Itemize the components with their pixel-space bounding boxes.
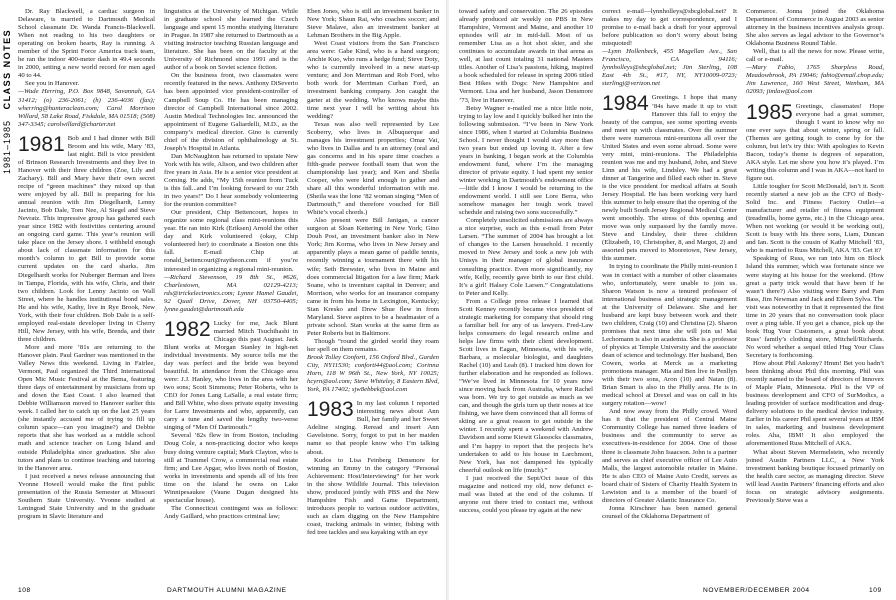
right-column-1	[459, 8, 593, 573]
paragraph: Texas was also well represented by Lee Scoberry, who lives in Albuquerque and manages his investment properties; Omar Vai, who lives in Dallas and is an attorney (oral and gas concerns and in his spare time coaches a fifth-grade peewee football team that won the championship last year); and Ken and Sheila Cooper, who were kind enough to gather and share all this wonderful information with me. (Sheila was the lone ’82 woman singing “Men of Dartmouth,” and therefore vouched for Bill White’s vocal chords.)	[307, 120, 439, 217]
paragraph: Dr. Ray Blackwell, a cardiac surgeon in Delaware, is married to Dartmouth Medical School classmate Dr. Wanda Francis-Blackwell. When not reading to his two daughters or operating on broken hearts, Ray is running. A member of the Sprint Force America track team, he ran the indoor 400-meter dash in 49.4 seconds in 2000, setting a new world record for men aged 40 to 44.	[18, 8, 155, 80]
sidebar-years: 1981–1985	[2, 119, 12, 175]
paragraph: In my last column I reported interesting news about Ann Bull, her family and her Sweet Adeline singing. Reread and insert Ann Gavelstone. Sorry, forgot to put in her maiden name so that people know who I’m talking about.	[307, 400, 439, 456]
right-column-3	[746, 8, 884, 573]
paragraph: Little tougher for Scott McDonald, isn’t it. Scott recently started a new job as the CFO of Body-Solid Inc. and Fitness Factory Outlet—a manufacturer and retailer of fitness equipment (treadmills, home gyms, etc.) in the Chicago area. When not working (or would it be working out), Scott is busy with his three sons, Liam, Duncan and Ian. Scott is the cousin of Kathy Mitchell ’83, who is married to Russ Mitchell, AKA ’83. Get it?	[746, 182, 884, 255]
paragraph: Kudos to Lisa Feinberg Densmore for winning an Emmy in the category “Personal Achievement: Host/Interviewing” for her work in the show Wildlife Journal. This television show, produced jointly with PBS and the New Hampshire Fish and Game Department, introduces people to various outdoor activities, such as clam digging on the New Hampshire coast, tracking animals in winter, fishing with fed tree tackles and sea kayaking with an eye	[307, 456, 439, 536]
paragraph: Lucky for me, Jack Blunt married Mitch Tsuchihashi in Chicago this past August. Jack Blunt works at Morgan Stanley in high-net individual investments. My source tells me the day was perfect and the bride was beyond beautiful. In attendance from the Chicago area were: J.J. Hanley, who lives in the area with her two sons; Scott Simmons; Peter Roberts, who is CEO for Jones Lang LaSalle, a real estate firm; and Bill White, who does private equity investing for Larre Investments and who, apparently, can carry a tune and saved the lengthy two-verse singing of “Men Of Dartmouth.”	[164, 319, 298, 432]
class-secretary-contact: —Wade Herring, P.O. Box 9848, Savannah, GA 31412; (o) 236-2061; (h) 236-4036 (fax); wherring@hunteraclean.com; Carol Morrison Willard, 58 Lake Road, Fiskdale, MA 01518; (508) 347-3345; carolwillard@charter.net	[18, 88, 155, 128]
magazine-title-footer: DARTMOUTH ALUMNI MAGAZINE	[167, 587, 287, 594]
class-year-section-1982	[164, 317, 298, 433]
class-year-section-1983	[307, 400, 439, 456]
right-column-2	[602, 8, 737, 573]
paragraph: linguistics at the University of Michigan. While in graduate school she learned the Czech language and spent 15 months studying literature in Prague. In 1987 she returned to Dartmouth as a visiting instructor teaching Russian language and literature. She has been on the faculty at the University of Richmond since 1991 and is the author of a book on Soviet science fiction.	[164, 8, 298, 72]
paragraph: Also present were Bill Janigan, a cancer surgeon at Sloan Kettering in New York; Gino Douh Post, an investment banker also in New York; Jim Korma, who lives in New Jersey and apparently plays a mean game of paddle tennis, recently winning a tournament there with his wife; Seth Brewster, who lives in Maine and does commercial litigation for a law firm; Mark Soane, who is inventure capital in Denver; and Morrison, who works for an insurance company came in from his home in Lexington, Kentucky; Stan Kresko and Drew Shue flew in from Maryland. Steve aspires to be a headmaster of a private school. Stan works at the same firm as Peter Roberts but in Baltimore.	[307, 217, 439, 337]
paragraph: correct e-mail—lynnholleys@sbcglobal.net? It makes my day to get correspondence, and I promise to e-mail back a draft for your approval before publication so don’t worry about being misquoted!	[602, 8, 737, 48]
paragraph: And now away from the Philly crowd. Word has it that the president of Central Maine Community College has named three leaders of business and the community to serve as executives-in-residence for 2004. One of those three is classmate John Isaacson. John is a partner and serves as chief executive officer of Lee Auto Malls, the largest automobile retailer in Maine. He is also CEO of Maine Auto Credit, serves as board chair of Sisters of Charity Health System in Lewiston and is a member of the board of directors of Greater Atlantic Insurance Co.	[602, 408, 737, 504]
paragraph: On the business front, two classmates were recently featured in the news. Anthony DiSeverio has been appointed vice president-controller of Campbell Soup Co. He has been managing director of Campbell International since 2002. Austin Medical Technologies Inc. announced the appointment of Eugene Galiardelli, M.D., as the company’s medical director. Gino is currently chief of the division of ophthalmology at St. Joseph’s Hospital in Atlanta.	[164, 72, 298, 152]
paragraph: How about Phil Ankony? Hmm! Bet you hadn’t been thinking about Phil this morning. Phil was recently named to the board of directors of Innovex of Maple Plain, Minnesota. Phil is the VP of business development and CFO of SurModics, a leading provider of surface modification and drug-delivery solutions to the medical device industry. Earlier in his career Phil spent several years at IBM in sales, marketing and business development roles. Aha, IBM! It also employed the aforementioned Russ Mitchell of AKA.	[746, 360, 884, 448]
paragraph: Dan McNaughton has returned to upstate New York with his wife, Alison, and two children after five years in Asia. He is a senior vice president at Corning. He adds, “My 15th reunion from Tuck is this fall...and I’m looking forward to our 25th in two years!” Do I hear somebody volunteering for the reunion committee?	[164, 152, 298, 209]
paragraph: The Connecticut contingent was as follows: Andy Gaillard, who practices criminal law;	[164, 504, 298, 520]
issue-date-footer: NOVEMBER/DECEMBER 2004	[703, 587, 810, 594]
class-year-section-1985	[746, 100, 884, 183]
paragraph: Completely unsolicited submissions are always a nice surprise, such as this e-mail from Peter Larsen. “The summer of 2004 has brought a lot of changes to the Larsen household. I recently moved to New Jersey and took a new job with Unisys in their manager of global insurance consulting practice. Even more significantly, my wife, Kelly, recently gave birth to our first child. It’s a girl! Halsey Cole Larsen.” Congratulations to Peter and Kelly.	[459, 217, 593, 297]
class-year-section-1981	[18, 132, 155, 344]
paragraph: Well, that is all the news for now. Please write, call or e-mail.	[746, 48, 884, 64]
paragraph: Though “round the girded world they roam her spell on them remains.	[307, 337, 439, 353]
paragraph: I just received the Sept/Oct issue of this magazine and noticed my old, now defunct e-mail was listed at the end of the column. If anyone out there tried to contact me, without success, could you please try again at the new	[459, 474, 593, 514]
paragraph: See you in Hanover.	[25, 80, 80, 88]
page-number: 109	[869, 587, 882, 594]
paragraph: Our president, Chip Bettencourt, hopes to organize some regional class mini-reunions this year. He ran into Kirk (Eriksen) Arnold the other day and Kirk volunteered (okay, Chip volunteered her) to coordinate a Boston one this fall. E-mail Chip at ronald_bettencourt@raytheon.com if you’re interested in organizing a regional mini-reunion.	[164, 209, 298, 273]
paragraph: From a College press release I learned that Scott Kenney recently became vice president of strategic marketing for company that should ring a familiar bell for any of us lawyers. Fred-Law helps consumers do legal research online and helps law firms with their client development. Scott lives in Eagan, Minnesota, with his wife, Barbara, a molecular biologist, and daughters Rachel (10) and Leah (8). I tracked him down for further elaboration and he responded as follows. “We’ve lived in Minnesota for 10 years now since moving back from Australia, where Rachel was born. We try to get outside as much as we can, and though the girls turn up their noses at ice fishing, we have them convinced that all forms of skiing are a great reason to get outside in the winter. I recently spent a weekend with Andrew Davidson and some Kiewit Glassocks classmates, and I’m happy to report that the projects he’s undertaken to add to his house in Larchmont, New York, has not dampened his typically cheerful outlook on life (much).”	[459, 297, 593, 474]
paragraph: Eben Jones, who is still an investment banker in New York; Shaun Rai, who coaches soccer; and Steve Malave, also an investment banker at Lehman Brothers in the Big Apple.	[307, 8, 439, 40]
left-column-3	[307, 8, 439, 573]
paragraph: More and more ’81s are returning to the Hanover plain. Paul Gardner was mentioned in the Valley News this weekend. Living in Fairlee, Vermont, Paul organized the Third International Open Mic Music Festival at the Bema, featuring three days of entertainment by musicians from up and down the East Coast. I also learned that Debbie Williamson moved to Hanover earlier this week. I called her to catch up on the last 25 years (she instantly accused me of trying to fill up column space—can you imagine?) and Debbie reports that she has worked as a middle school math and science teacher on Long Island and outside Philadelphia since graduation. She also tutors and plans to continue teaching and tutoring in the Hanover area.	[18, 343, 155, 472]
left-column-1	[18, 8, 155, 573]
paragraph: Several ’82s flew in from Boston, including Doug Cole, a non-practicing doctor who keeps busy doing venture capital; Mark Clayton, who is still at Trammel Crow, a commercial real estate firm; and Lee Apgar, who lives north of Boston, works in investments and spends all of his free time on the island he owns on Lake Winnipesaukee (Vaune Dugan designed his spectacular house).	[164, 432, 298, 504]
class-secretary-contact: —Richard Stevenson, 19 8th St., #626, Charlestown, MA 02129-4213; rds@trickelectronics.com; Lynne Hamel Gaudet, 92 Quail Drive, Dover, NH 03750-4405; lynne.gaudet@dartmouth.edu	[164, 273, 298, 313]
class-year-heading: 1982	[164, 317, 211, 341]
paragraph: Greetings, classmates! Hope everyone had a great summer, though I want to know why no one ever says that about winter, spring or fall. (Themes are getting tough to come by for the column, but let’s try this: With apologies to Kevin Bacon, today’s theme is degrees of separation, AKA style. Let me show you how it’s played. I’m writing this column and I was in AKA—not hard to figure out.	[746, 102, 884, 182]
sidebar-title: CLASS NOTES	[2, 28, 12, 110]
paragraph: Betsy Wagner e-mailed me a nice little note, trying to lay low and I quickly bulked her into the following submission. “I’ve been in New York since 1986, when I started at Columbia Business School. I never thought I would stay more than two years but ended up loving it. After a few years in banking, I began work at the Columbia endowment fund, where I’m the managing director of private equity. I had spent my senior winter working in Dartmouth’s endowment office—little did I know I would be returning to the endowment world. I still see Lore Berra, who somehow manages her tough work travel schedule and raising two sons successfully.”	[459, 104, 593, 217]
right-page	[449, 0, 896, 600]
paragraph: I just received a news release announcing that Yvonne Howell would make the first public presentation of the Russia Semester at Missouri Southern State University. Yvonne studied at Leningrad State University and in the graduate program in Slavic literature and	[18, 472, 155, 520]
left-page	[0, 0, 447, 600]
class-secretary-contact: —Mary Fabio, 1765 Sharpless Road, Meadowbrook, PA 19046; fabio@email.chop.edu; Jim Lawrence, 160 West Street, Wenham, MA 02093; jimlaw@aol.com	[746, 64, 884, 96]
paragraph: Speaking of Russ, we ran into him on Block Island this summer, which was fortunate since we were staying at his house for the weekend. (How great a party trick would that have been if he wasn’t there?) Also visiting were Barry and Pam Bass, Jim Newman and Jack and Eileen Sylva. The visit was noteworthy in that it represented the first time in 20 years that no conversation took place over a ping table. If you get a chance, pick up the book Hug Your Customers, a great book about Russ’ family’s clothing store, Mitchell/Richards. No word whether a sequel titled Hug Your Class Secretary is forthcoming.	[746, 255, 884, 359]
paragraph: toward safety and conservation. The 26 episodes already produced air weekly on PBS in New Hampshire, Vermont and Maine, and another 10 episodes will air in mid-fall. Most of us remember Lisa as a hot shot skier, and she continues to accumulate awards in that arena as well, at last count totaling 31 national Masters titles. Another of Lisa’s passions, hiking, inspired a book scheduled for release in spring 2006 titled Best Hikes with Dogs: New Hampshire and Vermont. Lisa and her husband, Jason Densmore ’73, live in Hanover.	[459, 8, 593, 104]
class-secretary-contact: Brook Tolley Conforti, 156 Oxford Blvd., Garden City, NY11530; conforti44@aol.com; Corinna Horn, 118 W 96th St., New York, NY 10025; hcyrn@aol.com; Steve Whiteley, 8 Eastern Blvd, York, PA 17402; sjw8ebbek@aol.com	[307, 354, 439, 394]
paragraph: Jonna Kirschner has been named general counsel of the Oklahoma Department of	[602, 504, 737, 520]
class-secretary-contact: —Lynn Hollenbeck, 455 Magellan Ave., San Francisco, CA 94116; lynnholleys@sbcglobal.net; Jim Sterling, 108 East 4th St., #17, NY, NY10009-0723; sterlingj@verizon.net	[602, 48, 737, 88]
paragraph: What about Steven Mermelstein, who recently joined Austin Partners LLC, a New York investment banking boutique focused primarily on the health care sector, as managing director. Steve will lead Austin Partners’ financing efforts and also focus on strategic advisory assignments. Previously Steve was a	[746, 448, 884, 504]
class-year-heading: 1984	[602, 92, 649, 116]
class-year-heading: 1981	[18, 132, 65, 156]
paragraph: West Coast visitors from the San Francisco area were: Gabe Kind, who is a hand surgeon; Anchie Kuo, who runs a hedge fund; Steve Doty, who is currently involved in a new start-up venture; and Jon Merriman and Rob Ford, who both work for Merriman Curhan Ford, an investment banking company. Jon caught the garter at the wedding. Who knows maybe this time next year I will be writing about his wedding?	[307, 40, 439, 120]
left-column-2	[164, 8, 298, 573]
class-year-section-1984	[602, 94, 737, 263]
class-notes-sidebar-label	[2, 14, 16, 189]
page-number: 108	[18, 587, 31, 594]
class-year-heading: 1983	[307, 398, 354, 422]
paragraph: Commerce. Jonna joined the Oklahoma Department of Commerce in August 2003 as senior attorney in the business incentives analysis group. She also serves as legal advisor to the Governor’s Oklahoma Business Round Table.	[746, 8, 884, 48]
paragraph: In trying to coordinate the Philly mini-reunion I was in contact with a number of other classmates who, unfortunately, were unable to join us. Sharon Watson is now a tenured professor of international business and strategic management at the University of Delaware. She and her husband are kept busy between work and their two children, Craig (10) and Christina (2). Sharon promises that next time she will join us! Mai Lechomann is also in academia. She is a professor of physics at Temple University and the associate dean of science and technology. Her husband, Ben Cowen, works at Merck as a marketing promotions manager. Mia and Ben live in Penllyn with their two sons, Aron (10) and Natan (8). Brian Smart is also in the Philly area. He is in medical school at Drexel and was on call in his surgery rotation—wow!	[602, 263, 737, 408]
paragraph: Bob and I had dinner with Bill Broom and his wife, Mary ’83, last night. Bill is vice president of Brinson Research Investments and they live in Hanover with their three children (Zoe, Lily and Zachary). Bill and Mary have their own secret recipe of “green machines” they mixed up that were enjoyed by all. Bill is preparing for his annual reunion with Jim Diegelhardt, Lenny Jacinto, Bob Dale, Tom Nee, Al Siegel and Steve Nevratz. This impressive group has gathered each year since 1982 with festivities centering around an ongoing card game. This year’s reunion will take place on the Jersey shore. I withheld enough about lack of classmate information for this month’s column to get Bill to provide some current updates on the card sharks. Jim Diegelhardt works for Nuberger Berman and lives in Tampa, Florida, with his wife, Chris, and their two children. Look for Lenny Jacinto on Wall Street, where he handles institutional bond sales. He and his wife, Kathy, live in Rye Brook, New York, with their four children. Bob Dale is a self-employed real-estate developer living in Cherry Hill, New Jersey, with his wife, Brenda, and their three children.	[18, 134, 155, 343]
class-year-heading: 1985	[746, 100, 793, 124]
paragraph: Greetings. I hope that many ’84s have made it up to visit Hanover this fall to enjoy the beauty of the campus, see some sporting events and meet up with classmates. Over the summer there were numerous mini-reunions all over the United States and even some abroad. Some were very mini, mini-reunions. The Philadelphia reunion was me and my husband, John, and Steve Linn and his wife, Lindsley. We had a great dinner at Tangerine and filled each other in. Steve is the vice president for medical affairs at South Jersey Hospital. He has been working very hard this summer to help ensure that the opening of the newly built South Jersey Regional Medical Center went smoothly. The stress of this opening and move was only surpassed by the family move. Steve and Lindsley, their three children (Elizabeth, 10, Christopher, 8, and Margot, 2) and assorted pets moved to Mooretown, New Jersey, this summer.	[602, 94, 737, 263]
